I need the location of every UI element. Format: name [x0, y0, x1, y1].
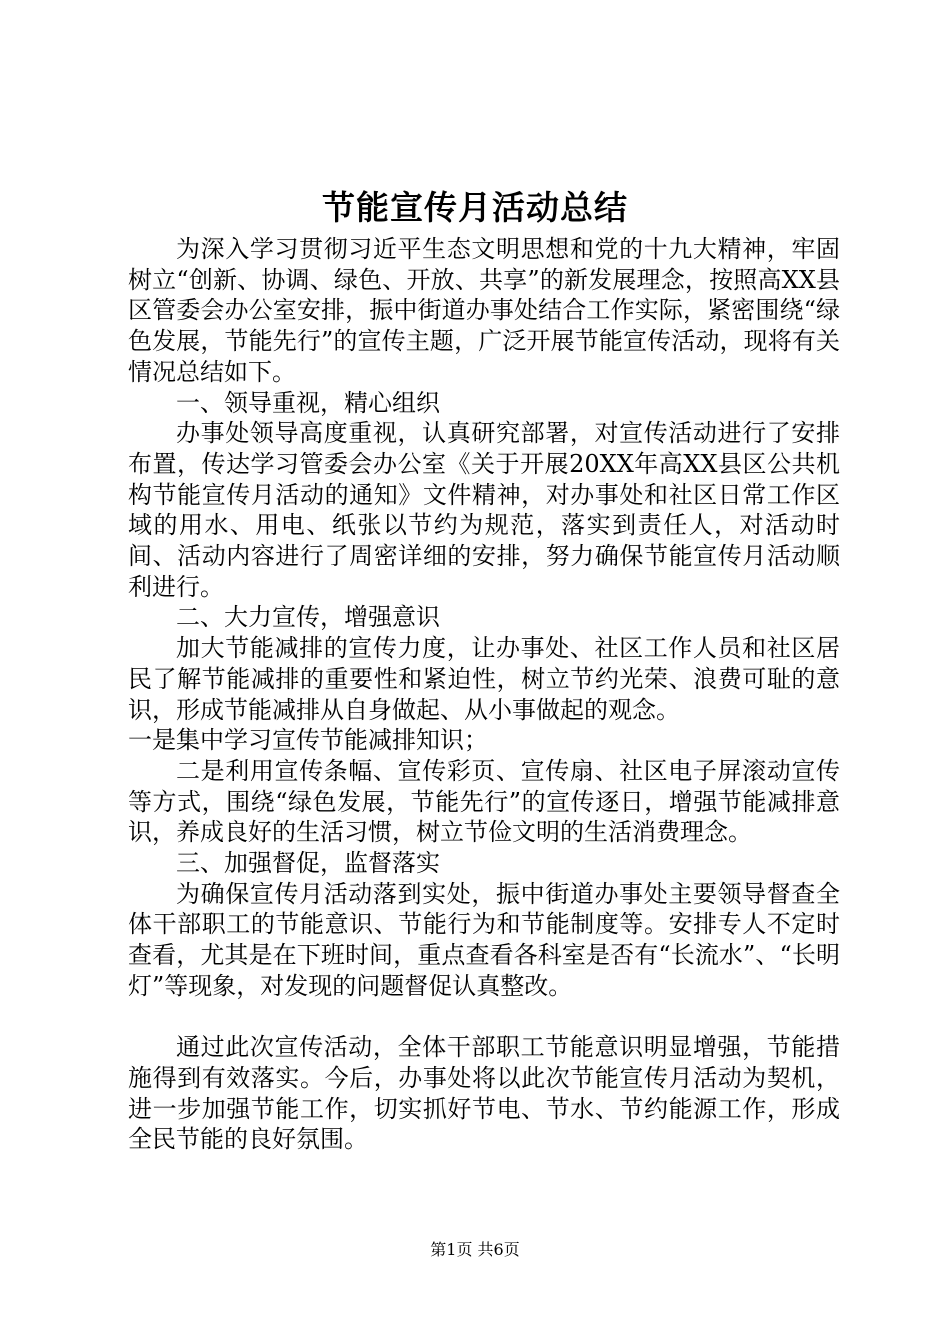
page-footer: 第1页 共6页 [430, 1240, 520, 1259]
document-title: 节能宣传月活动总结 [322, 188, 628, 227]
paragraph-spacer [128, 1002, 840, 1033]
section-heading-1: 一、领导重视，精心组织 [176, 388, 440, 417]
section-2-item-2: 二是利用宣传条幅、宣传彩页、宣传扇、社区电子屏滚动宣传等方式，围绕“绿色发展，节能先行”的宣传逐日，增强节能减排意识，养成良好的生活习惯，树立节俭文明的生活消费理念。 [128, 756, 840, 847]
section-heading-3: 三、加强督促，监督落实 [176, 849, 440, 878]
conclusion-paragraph: 通过此次宣传活动，全体干部职工节能意识明显增强，节能措施得到有效落实。今后，办事处将以此次节能宣传月活动为契机，进一步加强节能工作，切实抓好节电、节水、节约能源工作，形成全民节能的良好氛围。 [128, 1033, 840, 1154]
section-2-paragraph: 加大节能减排的宣传力度，让办事处、社区工作人员和社区居民了解节能减排的重要性和紧迫性，树立节约光荣、浪费可耻的意识，形成节能减排从自身做起、从小事做起的观念。 [128, 634, 840, 724]
section-heading-2: 二、大力宣传，增强意识 [176, 603, 440, 632]
document-body [128, 234, 840, 1155]
section-2-item-1: 一是集中学习宣传节能减排知识； [128, 726, 488, 755]
section-3-paragraph: 为确保宣传月活动落到实处，振中街道办事处主要领导督查全体干部职工的节能意识、节能行为和节能制度等。安排专人不定时查看，尤其是在下班时间，重点查看各科室是否有“长流水”、“长明灯”等现象，对发现的问题督促认真整改。 [128, 879, 840, 1000]
section-1-paragraph: 办事处领导高度重视，认真研究部署，对宣传活动进行了安排布置，传达学习管委会办公室《关于开展20XX年高XX县区公共机构节能宣传月活动的通知》文件精神，对办事处和社区日常工作区域的用水、用电、纸张以节约为规范，落实到责任人，对活动时间、活动内容进行了周密详细的安排，努力确保节能宣传月活动顺利进行。 [128, 419, 840, 601]
intro-paragraph: 为深入学习贯彻习近平生态文明思想和党的十九大精神，牢固树立“创新、协调、绿色、开放、共享”的新发展理念，按照高XX县区管委会办公室安排，振中街道办事处结合工作实际，紧密围绕“绿色发展，节能先行”的宣传主题，广泛开展节能宣传活动，现将有关情况总结如下。 [128, 235, 840, 386]
